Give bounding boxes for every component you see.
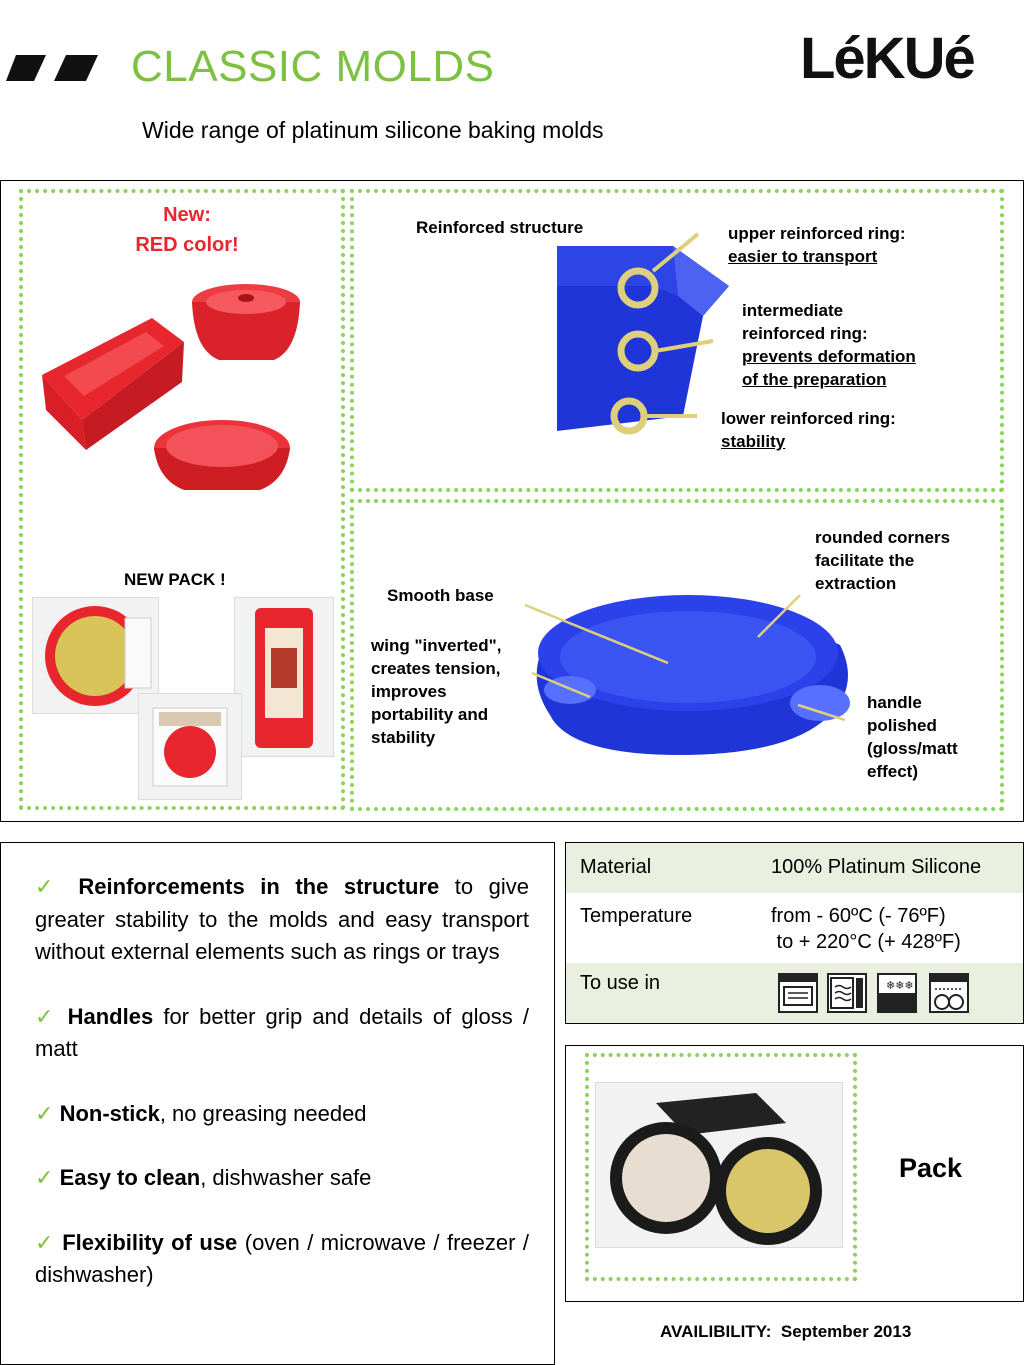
feature-item: ✓ Flexibility of use (oven / microwave / freezer / dishwasher) <box>35 1229 529 1287</box>
pack-label: Pack <box>899 1153 963 1183</box>
red-molds-image <box>34 280 304 515</box>
lower-ring-label: lower reinforced ring: stability <box>721 409 896 451</box>
page-subtitle: Wide range of platinum silicone baking molds <box>142 117 604 143</box>
reinforced-structure-title: Reinforced structure <box>416 218 584 237</box>
new-label: New: <box>163 204 211 226</box>
handle-polished-label: handle polished (gloss/matt effect) <box>867 693 958 781</box>
upper-ring-label: upper reinforced ring: easier to transport <box>728 224 906 266</box>
feature-item: ✓ Reinforcements in the structure to give greater stability to the molds and easy transport without external elements such as rings or trays <box>35 874 530 964</box>
spec-row-temperature: Temperature from - 60ºC (- 76ºF) to + 220°C (+ 428ºF) <box>566 893 1023 963</box>
microwave-icon <box>827 973 867 1013</box>
feature-item: ✓ Handles for better grip and details of gloss / matt <box>35 1003 529 1061</box>
feature-item: ✓ Non-stick, no greasing needed <box>35 1100 367 1126</box>
spec-row-material: Material 100% Platinum Silicone <box>566 843 1023 893</box>
freezer-icon <box>877 973 917 1013</box>
feature-item: ✓ Easy to clean, dishwasher safe <box>35 1165 372 1190</box>
checkmark-icon: ✓ <box>35 874 63 899</box>
dishwasher-icon <box>929 973 969 1013</box>
page-title: CLASSIC MOLDS <box>131 42 495 91</box>
pack-photo-loaf <box>234 597 334 757</box>
header-stripes-icon <box>6 55 98 81</box>
smooth-base-label: Smooth base <box>387 586 494 605</box>
spec-row-use: To use in ❄❄❄ <box>566 963 1023 1023</box>
oven-icon <box>778 973 818 1013</box>
new-pack-label: NEW PACK ! <box>124 570 226 589</box>
checkmark-icon: ✓ <box>35 1003 58 1029</box>
wing-inverted-label: wing "inverted", creates tension, improves portability and stability <box>371 636 502 747</box>
checkmark-icon: ✓ <box>35 1100 54 1126</box>
blue-round-mold-image <box>500 575 860 765</box>
lekue-logo <box>800 20 1012 100</box>
svg-text:LéKUé: LéKUé <box>800 26 974 91</box>
rounded-corners-label: rounded corners facilitate the extraction <box>815 528 951 593</box>
pack-photo-black-molds <box>595 1082 843 1248</box>
checkmark-icon: ✓ <box>35 1229 55 1255</box>
svg-text:❄❄❄: ❄❄❄ <box>886 980 914 992</box>
availability-text: AVAILIBILITY: September 2013 <box>660 1322 912 1341</box>
specs-table <box>565 842 1024 1024</box>
intermediate-ring-label: intermediate reinforced ring: prevents deformation of the preparation <box>742 301 916 389</box>
blue-mold-cross-section-image <box>553 226 733 438</box>
pack-photo-cup <box>138 693 242 800</box>
features-list <box>35 871 529 1324</box>
checkmark-icon: ✓ <box>35 1165 54 1190</box>
red-color-label: RED color! <box>135 234 239 256</box>
